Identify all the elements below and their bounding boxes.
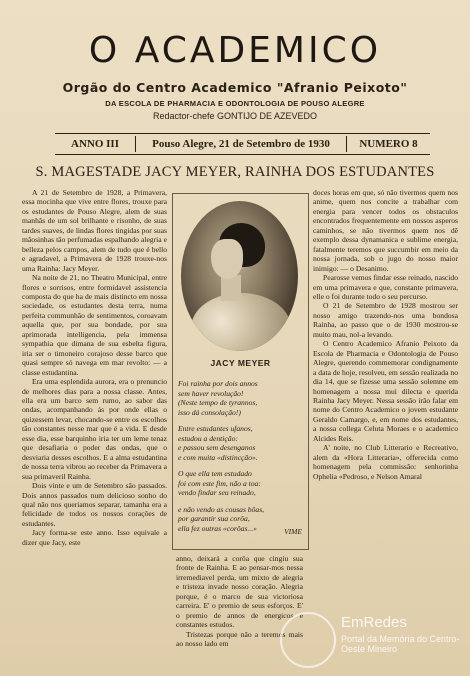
poem-line: e não vendo as cousas bôas, xyxy=(178,504,265,514)
paragraph: Era uma esplendida aurora, era o prenuncio de melhores dias para a nossa classe. Antes, ella era um barco sem rumo, ao sabor das ondas, acompanhando ás por onde ellas o quizessem levar, chocando-se entre os escolhos tão constantes nesse mar que é a vida. E desde esse dia, esse barquinho iria ter um leme tenaz que desafiaria o poder das ondas, que o desviaria desses escolhos. E a alma estudantina de nossa terra vibrou ao receber da Primavera a sua primaveril Rainha. xyxy=(22,377,167,481)
paragraph: O 21 de Setembro de 1928 mostrou ser nosso amigo trazendo-nos uma bondosa Rainha, ao passo que o de 1930 mostrou-se muito mau, nol-a levando. xyxy=(313,301,458,339)
poem-line: sem haver revolução! xyxy=(178,388,244,398)
poem-line: Foi rainha por dois annos xyxy=(178,379,258,388)
article-column-right xyxy=(313,188,458,481)
portrait-gown xyxy=(191,293,291,351)
paragraph: A 21 de Setembro de 1928, a Primavera, essa mocinha que vive entre flores, trouxe para os estudantes de Pouso Alegre, alem de suas manhãs de um sol brilhante e risonho, de suas tardes suaves, de lindas flores tingidas por suas mãosinhas tão perfumadas espalhando alegria e belleza pelos campos, alem de tudo que é bello e agradavel, a Primavera de 1928 trouxe-nos uma Rainha: Jacy Meyer. xyxy=(22,188,167,273)
poem-line: e passou sem desenganos xyxy=(178,443,256,452)
masthead-school: DA ESCOLA DE PHARMACIA E ODONTOLOGIA DE POUSO ALEGRE xyxy=(105,99,365,108)
poem-stanza xyxy=(178,379,304,417)
issue-info-bar xyxy=(55,133,430,155)
paragraph: Tristezas porque não a teremos mais ao nosso lado em xyxy=(176,629,303,649)
watermark-title: EmRedes xyxy=(341,614,407,631)
paragraph: O Centro Academico Afranio Peixoto da Escola de Pharmacia e Odontologia de Pouso Alegre, querendo commemorar condignamente a data de hoje, resolveu, em sessão realizada no dia 14, que se fizesse uma sessão solemne em homenagem a nossa mui dilecta e querida Rainha Jacy Meyer. Nessa sessão irão falar em nome do Centro Academico o jovem estudante Geraldo Camargo, e, em nome dos estudantes, a nossa collega Celuta Moraes e o academico Alcides Reis. xyxy=(313,339,458,443)
issue-year: ANNO III xyxy=(71,138,119,150)
article-column-left xyxy=(22,188,167,547)
poem-line: isso dá consolação!) xyxy=(178,407,241,417)
article-headline: S. MAGESTADE JACY MEYER, RAINHA DOS ESTUDANTES xyxy=(35,164,435,180)
poem-stanza xyxy=(178,424,304,462)
masthead-title: O ACADEMICO xyxy=(88,30,382,71)
paragraph: Na noite de 21, no Theatro Municipal, entre flores e sorrisos, entre formidavel assistencia composta do que ha de mais distincto em nossa sociedade, os estudantes desta terra, numa perfeita communhão de sentimentos, coroavam aquella que, por sua bondade, por sua aprimorada intelligencia, pela immensa sympathia que dimana de sua esbelta figura, iria ser o timoneiro corajoso desse barco que quasi sempre só navega em mar revolto: — a classe estudantina. xyxy=(22,273,167,377)
portrait-caption: JACY MEYER xyxy=(210,358,271,368)
poem-signature: VIME xyxy=(284,527,302,536)
poem-line: estudou a dentição: xyxy=(178,433,238,443)
masthead-subtitle: Orgão do Centro Academico "Afranio Peixoto" xyxy=(62,80,408,95)
masthead-editor: Redactor-chefe GONTIJO DE AZEVEDO xyxy=(152,111,318,121)
poem xyxy=(178,379,304,540)
portrait-neck xyxy=(221,275,241,301)
poem-line: por garantir sua corôa, xyxy=(178,514,250,523)
paragraph: A' noite, no Club Litterario e Recreativo, alem da «Hora Litteraria», offerecida como homenagem pela commissão: senhorinha Ophelia «Pedroso, e Nelson Amaral xyxy=(313,443,458,481)
paragraph: anno, deixará a corôa que cingiu sua fronte de Rainha. E ao pensar-mos nessa irremediavel perda, um mixto de alegria e tristeza invade nosso coração. Alegria porque, é o marco de sua victoriosa carreira. E' o premio de seus esforços. E' o premio de annos de energicos e constantes estudos. xyxy=(176,554,303,630)
watermark xyxy=(278,604,470,676)
portrait-box xyxy=(172,193,309,550)
poem-line: e com muita «distincção». xyxy=(178,452,258,462)
portrait-face xyxy=(211,239,243,279)
issue-number: NUMERO 8 xyxy=(359,138,418,150)
poem-line: vendo findar seu reinado, xyxy=(178,488,256,497)
paragraph: doces horas em que, só não tivermos quem nos anime, quem nos concite a trabalhar com energia para vencer todos os obstaculos encontrados frequentemente em nossos asperos caminhos, se não tivermos quem nos dê exemplo dessa dynamanica e sublime energia, fatalmente teremos que succumbir em meio da nossa jornada, sob o jugo do nosso maior inimigo: — o Desanimo. xyxy=(313,188,458,273)
issue-place-date: Pouso Alegre, 21 de Setembro de 1930 xyxy=(152,138,330,150)
poem-stanza xyxy=(178,469,304,498)
watermark-logo-icon xyxy=(280,612,336,668)
paragraph: Pearosse vemos findar esse reinado, nascido em uma primavera e que, constante primavera, elle o foi durante todo o seu percurso. xyxy=(313,273,458,301)
poem-line: (Neste tempo de tyrannos, xyxy=(178,398,258,407)
paragraph: Jacy forma-se este anno. Isso equivale a dizer que Jacy, este xyxy=(22,528,167,547)
watermark-subtitle: Portal da Memória do Centro-Oeste Mineiro xyxy=(341,634,460,654)
poem-line: foi com este fim, não a toa: xyxy=(178,478,261,488)
poem-line: O que ella tem estudado xyxy=(178,469,252,478)
poem-line: ella fez outras «corôas...» xyxy=(178,523,257,533)
portrait-photo xyxy=(181,201,298,351)
poem-line: Entre estudantes ufanos, xyxy=(178,424,253,433)
paragraph: Dois vinte e um de Setembro são passados. Dois annos passados num delicioso sonho do qual não nos queriamos separar, tamanha era a felicidade de todos os nossos corações de estudantes. xyxy=(22,481,167,528)
